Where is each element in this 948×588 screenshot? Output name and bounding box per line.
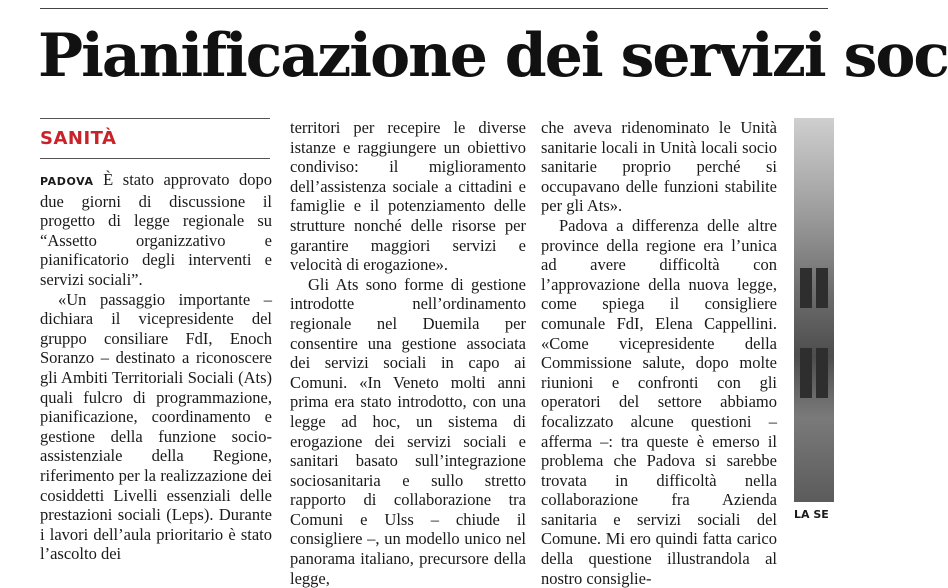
dateline: PADOVA: [40, 175, 94, 188]
paragraph: «Un passaggio importante – dichiara il vicepresidente del gruppo consiliare FdI, Enoch Soranzo – destinato a riconoscere gli Ambiti Territoriali Sociali (Ats) quali fulcro di programmazione, pianificazione, coordinamento e gestione della funzione socio-assistenziale della Regione, riferimento per la realizzazione dei cosiddetti Livelli essenziali delle prestazioni sociali (Leps). Durante i lavori dell’aula prioritario è stato l’ascolto dei: [40, 289, 272, 564]
paragraph: Padova a differenza delle altre province della regione era l’unica ad avere difficoltà con l’approvazione della nuova legge, come spiega il consigliere comunale FdI, Elena Cappellini. «Come vicepresidente della Commissione salute, dopo molte riunioni e confronti con gli operatori del settore abbiamo focalizzato alcune questioni – afferma –: tra queste è emerso il problema che Padova si sarebbe trovata in difficoltà nella collaborazione fra Azienda sanitaria e servizi sociali del Comune. Mi ero quindi fatta carico della questione illustrandola al nostro consiglie-: [541, 215, 777, 588]
article-column-2: [290, 118, 526, 588]
section-label: SANITÀ: [40, 128, 117, 149]
photo-window: [816, 348, 828, 398]
article-column-3: [541, 118, 777, 588]
paragraph: che aveva ridenominato le Unità sanitarie locali in Unità locali socio sanitarie proprio perché si occupavano delle funzioni stabilite per gli Ats».: [541, 118, 777, 216]
photo-window: [800, 268, 812, 308]
article-column-1: [40, 170, 272, 564]
headline-area: [0, 0, 948, 110]
photo-caption: LA SE: [794, 508, 829, 521]
photo-window: [800, 348, 812, 398]
paragraph: Gli Ats sono forme di gestione introdotte nell’ordinamento regionale nel Duemila per consentire una gestione associata dei servizi sociali in capo ai Comuni. «In Veneto molti anni prima era stato introdotto, con una legge ad hoc, un sistema di erogazione dei servizi sociali e sanitari basato sull’integrazione sociosanitaria e sullo stretto rapporto di collaborazione tra Comuni e Ulss – chiude il consigliere –, un modello unico nel panorama italiano, precursore della legge,: [290, 274, 526, 588]
paragraph: territori per recepire le diverse istanze e raggiungere un obiettivo condiviso: il miglioramento dell’assistenza sociale a cittadini e famiglie e il potenziamento delle strutture nonché delle risorse per garantire maggiori servizi e velocità di erogazione».: [290, 118, 526, 275]
building-photo: [794, 118, 834, 502]
headline: Pianificazione dei servizi soc: [38, 21, 948, 91]
photo-window: [816, 268, 828, 308]
section-rule-bottom: [40, 158, 270, 159]
section-rule-top: [40, 118, 270, 119]
lead-text: È stato approvato dopo due giorni di discussione il progetto di legge regionale su “Assetto organizzativo e pianificatorio degli interventi e servizi sociali”.: [40, 170, 272, 289]
